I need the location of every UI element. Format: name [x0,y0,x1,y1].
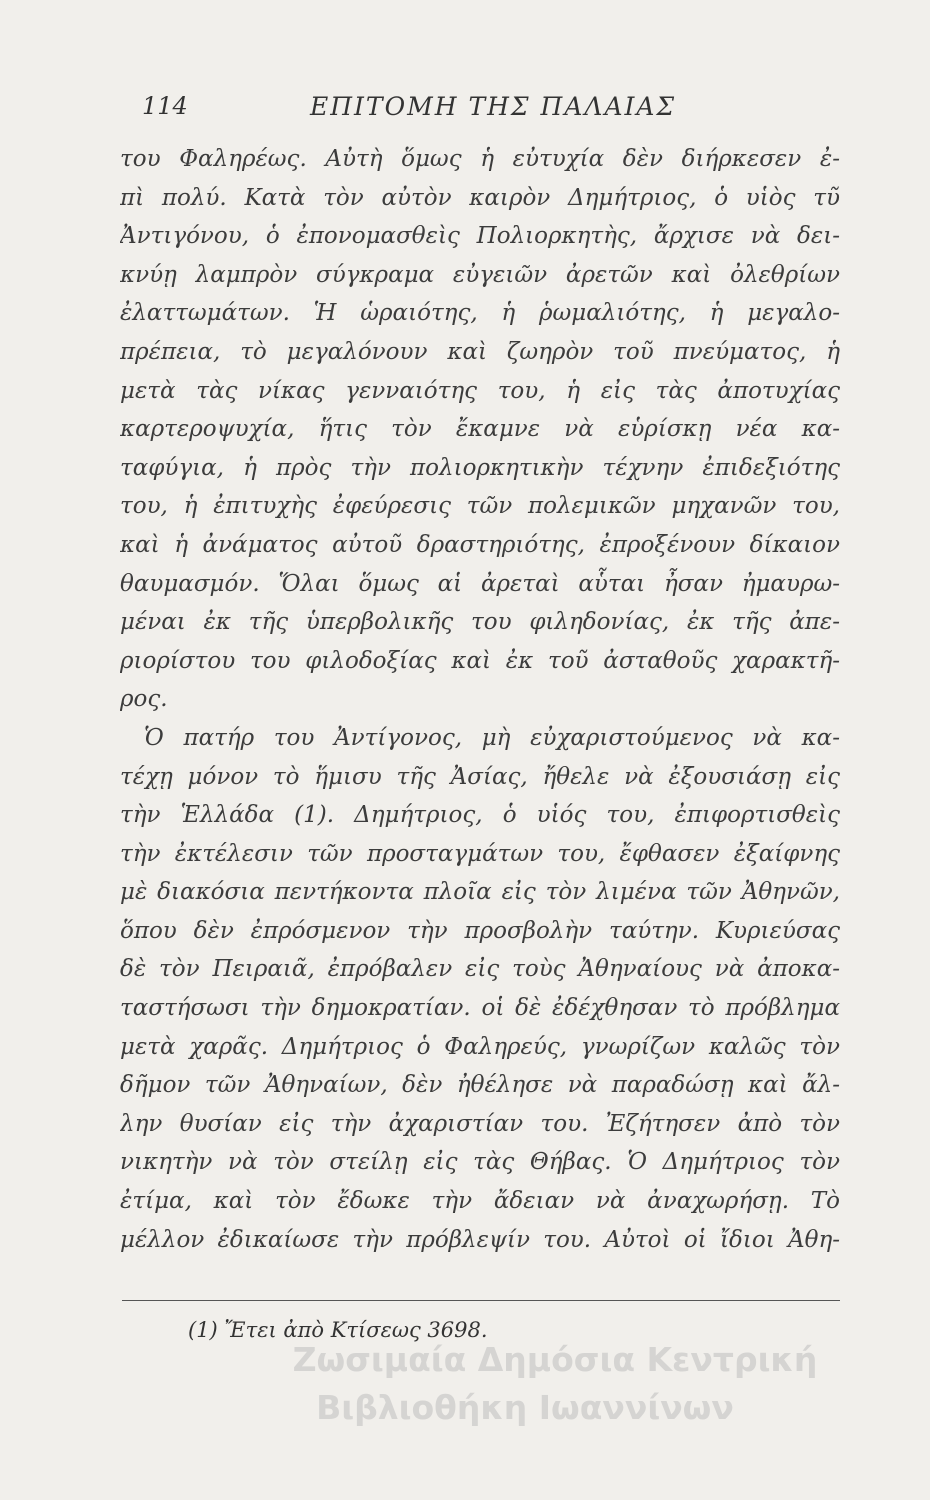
text-line: νικητὴν νὰ τὸν στείλῃ εἰς τὰς Θήβας. Ὁ Δημήτριος τὸν [120,1149,840,1176]
library-watermark-line1: Ζωσιμαία Δημόσια Κεντρική [292,1340,818,1379]
text-line: τέχῃ μόνον τὸ ἥμισυ τῆς Ἀσίας, ἤθελε νὰ ἐξουσιάσῃ εἰς [120,763,840,790]
text-line: τὴν Ἑλλάδα (1). Δημήτριος, ὁ υἱός του, ἐπιφορτισθεὶς [120,802,840,829]
library-watermark-line2: Βιβλιοθήκη Ιωαννίνων [316,1388,734,1427]
body-text [120,140,840,1259]
footnote: (1) Ἔτει ἀπὸ Κτίσεως 3698. [188,1318,488,1342]
text-line: καὶ ἡ ἀνάματος αὐτοῦ δραστηριότης, ἐπροξένουν δίκαιον [120,531,840,558]
text-line: πὶ πολύ. Κατὰ τὸν αὐτὸν καιρὸν Δημήτριος, ὁ υἱὸς τῦ [120,184,840,211]
text-line: του, ἡ ἐπιτυχὴς ἐφεύρεσις τῶν πολεμικῶν μηχανῶν του, [120,493,840,520]
page-number: 114 [142,92,188,120]
text-line: δῆμον τῶν Ἀθηναίων, δὲν ἠθέλησε νὰ παραδώσῃ καὶ ἄλ- [120,1072,840,1099]
text-line: κνύῃ λαμπρὸν σύγκραμα εὐγειῶν ἀρετῶν καὶ ὀλεθρίων [120,261,840,288]
text-line: πρέπεια, τὸ μεγαλόνουν καὶ ζωηρὸν τοῦ πνεύματος, ἡ [120,338,840,365]
running-title: ΕΠΙΤΟΜΗ ΤΗΣ ΠΑΛΑΙΑΣ [310,92,677,121]
text-line: μετὰ χαρᾶς. Δημήτριος ὁ Φαληρεύς, γνωρίζων καλῶς τὸν [120,1033,840,1060]
page-header [142,92,832,122]
text-line: δὲ τὸν Πειραιᾶ, ἐπρόβαλεν εἰς τοὺς Ἀθηναίους νὰ ἀποκα- [120,956,840,983]
text-line: Ἀντιγόνου, ὁ ἐπονομασθεὶς Πολιορκητὴς, ἄρχισε νὰ δει- [120,223,840,250]
text-line: θαυμασμόν. Ὅλαι ὅμως αἱ ἀρεταὶ αὗται ἦσαν ἠμαυρω- [120,570,840,597]
text-line: Ὁ πατήρ του Ἀντίγονος, μὴ εὐχαριστούμενος νὰ κα- [144,724,840,751]
text-line: ἐτίμα, καὶ τὸν ἔδωκε τὴν ἄδειαν νὰ ἀναχωρήσῃ. Τὸ [120,1188,840,1215]
text-line: ταφύγια, ἡ πρὸς τὴν πολιορκητικὴν τέχνην ἐπιδεξιότης [120,454,840,481]
footnote-divider [122,1300,840,1301]
text-line: ταστήσωσι τὴν δημοκρατίαν. οἱ δὲ ἐδέχθησαν τὸ πρόβλημα [120,995,840,1022]
text-line: ρος. [120,686,168,713]
text-line: μετὰ τὰς νίκας γενναιότης του, ἡ εἰς τὰς ἀποτυχίας [120,377,840,404]
text-line: μὲ διακόσια πεντήκοντα πλοῖα εἰς τὸν λιμένα τῶν Ἀθηνῶν, [120,879,840,906]
text-line: μέλλον ἐδικαίωσε τὴν πρόβλεψίν του. Αὐτοὶ οἱ ἴδιοι Ἀθη- [120,1226,840,1253]
text-line: μέναι ἐκ τῆς ὑπερβολικῆς του φιληδονίας, ἐκ τῆς ἀπε- [120,609,840,636]
text-line: ὅπου δὲν ἐπρόσμενον τὴν προσβολὴν ταύτην. Κυριεύσας [120,917,840,944]
text-line: του Φαληρέως. Αὐτὴ ὅμως ἡ εὐτυχία δὲν διήρκεσεν ἐ- [120,146,840,172]
text-line: ἐλαττωμάτων. Ἡ ὡραιότης, ἡ ῥωμαλιότης, ἡ μεγαλο- [120,300,840,327]
text-line: καρτεροψυχία, ἥτις τὸν ἔκαμνε νὰ εὑρίσκῃ νέα κα- [120,416,840,443]
text-line: τὴν ἐκτέλεσιν τῶν προσταγμάτων του, ἔφθασεν ἐξαίφνης [120,840,840,867]
text-line: λην θυσίαν εἰς τὴν ἀχαριστίαν του. Ἐζήτησεν ἀπὸ τὸν [120,1110,840,1137]
text-line: ριορίστου του φιλοδοξίας καὶ ἐκ τοῦ ἀσταθοῦς χαρακτῆ- [120,647,840,674]
